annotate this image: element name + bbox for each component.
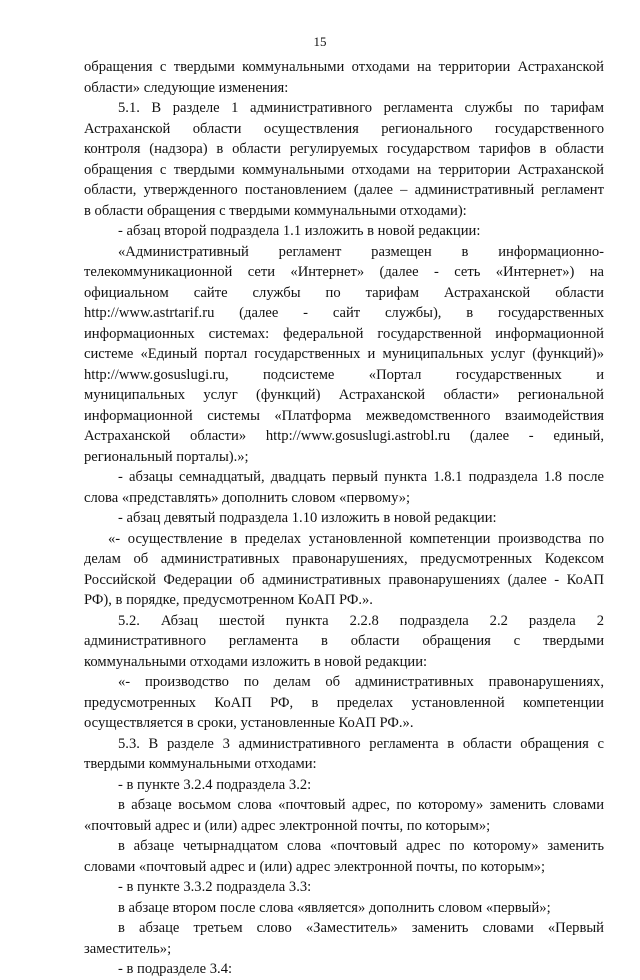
text-line: заместитель»; [84,940,172,957]
text-line: 5.3. В разделе 3 административного регламента в области обращения с [118,735,604,752]
text-line: http://www.gosuslugi.ru, подсистеме «Портал государственных и [84,366,604,383]
text-line: региональный порталы).»; [84,448,249,465]
text-line: области, утвержденного постановлением (далее – административный регламент [84,182,604,198]
text-line: твердыми коммунальными отходами: [84,756,317,772]
text-line: предусмотренных КоАП РФ, в пределах установленной компетенции [84,694,604,711]
text-line: муниципальных услуг (функций) Астраханской области» региональной [84,387,604,403]
text-line: в абзаце третьем слово «Заместитель» заменить словами «Первый [118,920,604,936]
document-body [84,57,604,980]
text-line: - абзац девятый подраздела 1.10 изложить в новой редакции: [118,510,497,526]
text-line: информационных системах: федеральной государственной информационной [84,325,604,342]
text-line: словами «почтовый адрес и (или) адрес электронной почты, по которым»; [84,858,546,875]
text-line: области» следующие изменения: [84,79,289,96]
text-line: коммунальными отходами изложить в новой редакции: [84,653,428,670]
text-line: 5.2. Абзац шестой пункта 2.2.8 подраздела 2.2 раздела 2 [118,612,604,629]
text-line: Астраханской области осуществления регионального государственного [84,120,604,137]
text-line: слова «представлять» дополнить словом «первому»; [84,489,411,506]
text-line: обращения с твердыми коммунальными отходами на территории Астраханской [84,161,604,178]
text-line: информационной системы «Платформа межведомственного взаимодействия [84,407,604,424]
text-line: в абзаце четырнадцатом слова «почтовый адрес по которому» заменить [118,838,604,854]
text-line: - в подразделе 3.4: [118,961,233,977]
text-line: системе «Единый портал государственных и муниципальных услуг (функций)» [84,346,604,362]
text-line: «почтовый адрес и (или) адрес электронной почты, по которым»; [84,817,491,834]
text-line: http://www.astrtarif.ru (далее - сайт службы), в государственных [84,305,604,321]
text-line: - в пункте 3.2.4 подраздела 3.2: [118,776,312,793]
text-line: осуществляется в сроки, установленные КоАП РФ.». [84,715,414,731]
text-line: «Административный регламент размещен в информационно- [118,243,604,260]
text-line: телекоммуникационной сети «Интернет» (далее - сеть «Интернет») на [84,264,604,280]
text-line: в абзаце восьмом слова «почтовый адрес, по которому» заменить словами [118,797,604,813]
text-line: обращения с твердыми коммунальными отходами на территории Астраханской [84,59,604,75]
text-line: Астраханской области» http://www.gosuslugi.astrobl.ru (далее - единый, [84,428,604,444]
page-number: 15 [313,34,327,49]
text-line: Российской Федерации об административных правонарушениях (далее - КоАП [84,571,604,588]
text-line: - абзац второй подраздела 1.1 изложить в новой редакции: [118,223,481,239]
text-line: - абзацы семнадцатый, двадцать первый пункта 1.8.1 подраздела 1.8 после [118,469,604,485]
text-line: в области обращения с твердыми коммунальными отходами): [84,202,467,219]
text-line: в абзаце втором после слова «является» дополнить словом «первый»; [118,899,551,916]
text-line: РФ), в порядке, предусмотренном КоАП РФ.». [84,592,373,608]
text-line: административного регламента в области обращения с твердыми [84,633,604,649]
text-line: «- осуществление в пределах установленной компетенции производства по [108,530,604,547]
text-line: 5.1. В разделе 1 административного регламента службы по тарифам [118,100,604,116]
text-line: официальном сайте службы по тарифам Астраханской области [84,284,604,301]
text-line: контроля (надзора) в области регулируемых государством тарифов в области [84,141,604,157]
text-line: - в пункте 3.3.2 подраздела 3.3: [118,879,312,895]
text-line: делам об административных правонарушениях, предусмотренных Кодексом [84,551,604,567]
text-line: «- производство по делам об административных правонарушениях, [118,674,604,690]
